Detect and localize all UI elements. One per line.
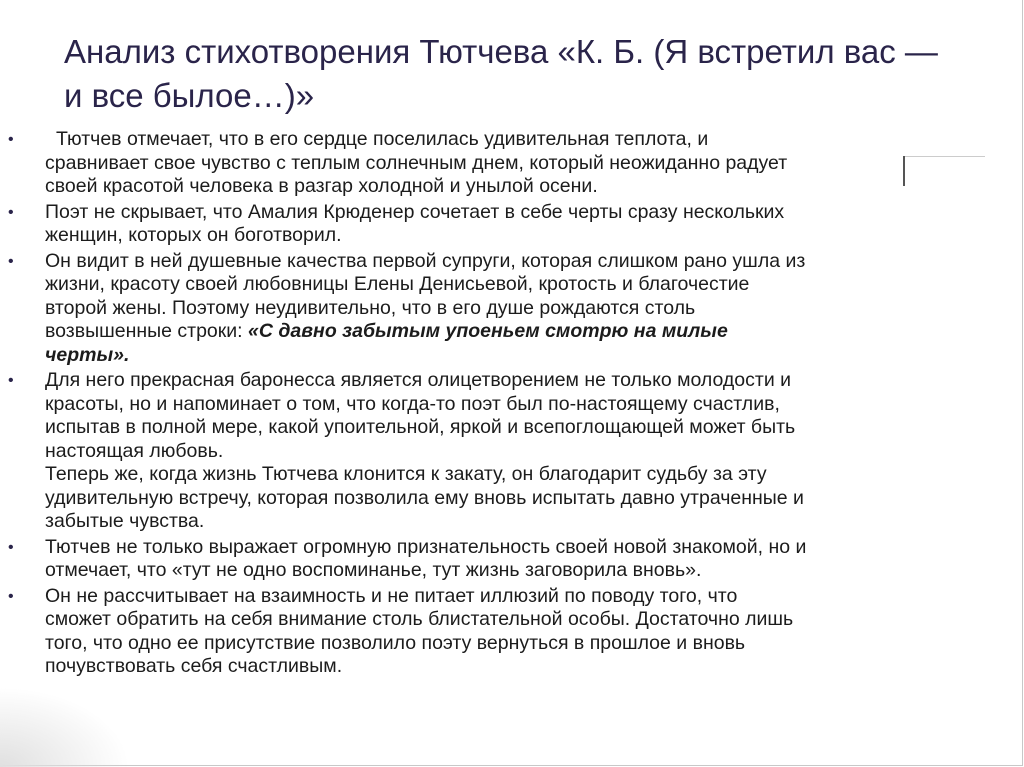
title-line: Анализ стихотворения Тютчева «К. Б. (Я встретил вас — bbox=[64, 33, 938, 70]
text-line: Он видит в ней душевные качества первой супруги, которая слишком рано ушла из bbox=[45, 249, 806, 272]
text-line: женщин, которых он боготворил. bbox=[45, 224, 342, 246]
text-line: Он не рассчитывает на взаимность и не питает иллюзий по поводу того, что bbox=[45, 584, 738, 607]
poem-quote: «С давно забытым упоеньем смотрю на милые bbox=[248, 320, 728, 342]
text-line: Тютчев отмечает, что в его сердце поселилась удивительная теплота, и bbox=[56, 128, 709, 150]
slide-title bbox=[64, 30, 1004, 118]
text-line: красоты, но и напоминает о том, что когда-то поэт был по-настоящему счастлив, bbox=[45, 392, 780, 415]
text-line: своей красотой человека в разгар холодной и унылой осени. bbox=[45, 175, 598, 197]
bullet-dot: • bbox=[8, 203, 14, 221]
text-fragment: возвышенные строки: bbox=[45, 320, 249, 342]
bullet-item bbox=[0, 201, 1024, 248]
text-line: того, что одно ее присутствие позволило поэту вернуться в прошлое и вновь bbox=[45, 631, 746, 654]
cursor-guide bbox=[905, 156, 985, 157]
text-line: сравнивает свое чувство с теплым солнечным днем, который неожиданно радует bbox=[45, 151, 788, 174]
text-line: второй жены. Поэтому неудивительно, что в его душе рождаются столь bbox=[45, 296, 696, 319]
bullet-dot: • bbox=[8, 252, 14, 270]
text-line: отмечает, что «тут не одно воспоминанье, тут жизнь заговорила вновь». bbox=[45, 559, 702, 581]
bullet-item bbox=[0, 369, 1024, 534]
poem-quote: черты». bbox=[45, 343, 130, 366]
bullet-item bbox=[0, 128, 1024, 199]
text-line: настоящая любовь. bbox=[45, 439, 224, 462]
text-line: Тютчев не только выражает огромную признательность своей новой знакомой, но и bbox=[45, 535, 807, 558]
bullet-dot: • bbox=[8, 131, 14, 148]
corner-decoration bbox=[0, 687, 130, 767]
text-cursor bbox=[903, 156, 905, 186]
text-line bbox=[45, 320, 1024, 344]
bullet-dot: • bbox=[8, 587, 14, 605]
bullet-dot: • bbox=[8, 372, 14, 389]
text-line: удивительную встречу, которая позволила ему вновь испытать давно утраченные и bbox=[45, 486, 804, 509]
text-line: почувствовать себя счастливым. bbox=[45, 655, 343, 677]
bullet-item bbox=[0, 250, 1024, 368]
text-line: Для него прекрасная баронесса является олицетворением не только молодости и bbox=[45, 369, 792, 391]
text-line: сможет обратить на себя внимание столь блистательной особы. Достаточно лишь bbox=[45, 608, 794, 630]
bullet-dot: • bbox=[8, 538, 14, 556]
text-line: жизни, красоту своей любовницы Елены Денисьевой, кротость и благочестие bbox=[45, 273, 750, 295]
text-line: испытав в полной мере, какой упоительной, яркой и всепоглощающей может быть bbox=[45, 416, 796, 438]
text-line: Поэт не скрывает, что Амалия Крюденер сочетает в себе черты сразу нескольких bbox=[45, 200, 785, 223]
title-line: и все былое…)» bbox=[64, 77, 315, 114]
text-line: Теперь же, когда жизнь Тютчева клонится к закату, он благодарит судьбу за эту bbox=[45, 463, 767, 485]
bullet-list bbox=[0, 128, 1024, 681]
text-line: забытые чувства. bbox=[45, 510, 205, 532]
bullet-item bbox=[0, 536, 1024, 583]
bullet-item bbox=[0, 585, 1024, 679]
